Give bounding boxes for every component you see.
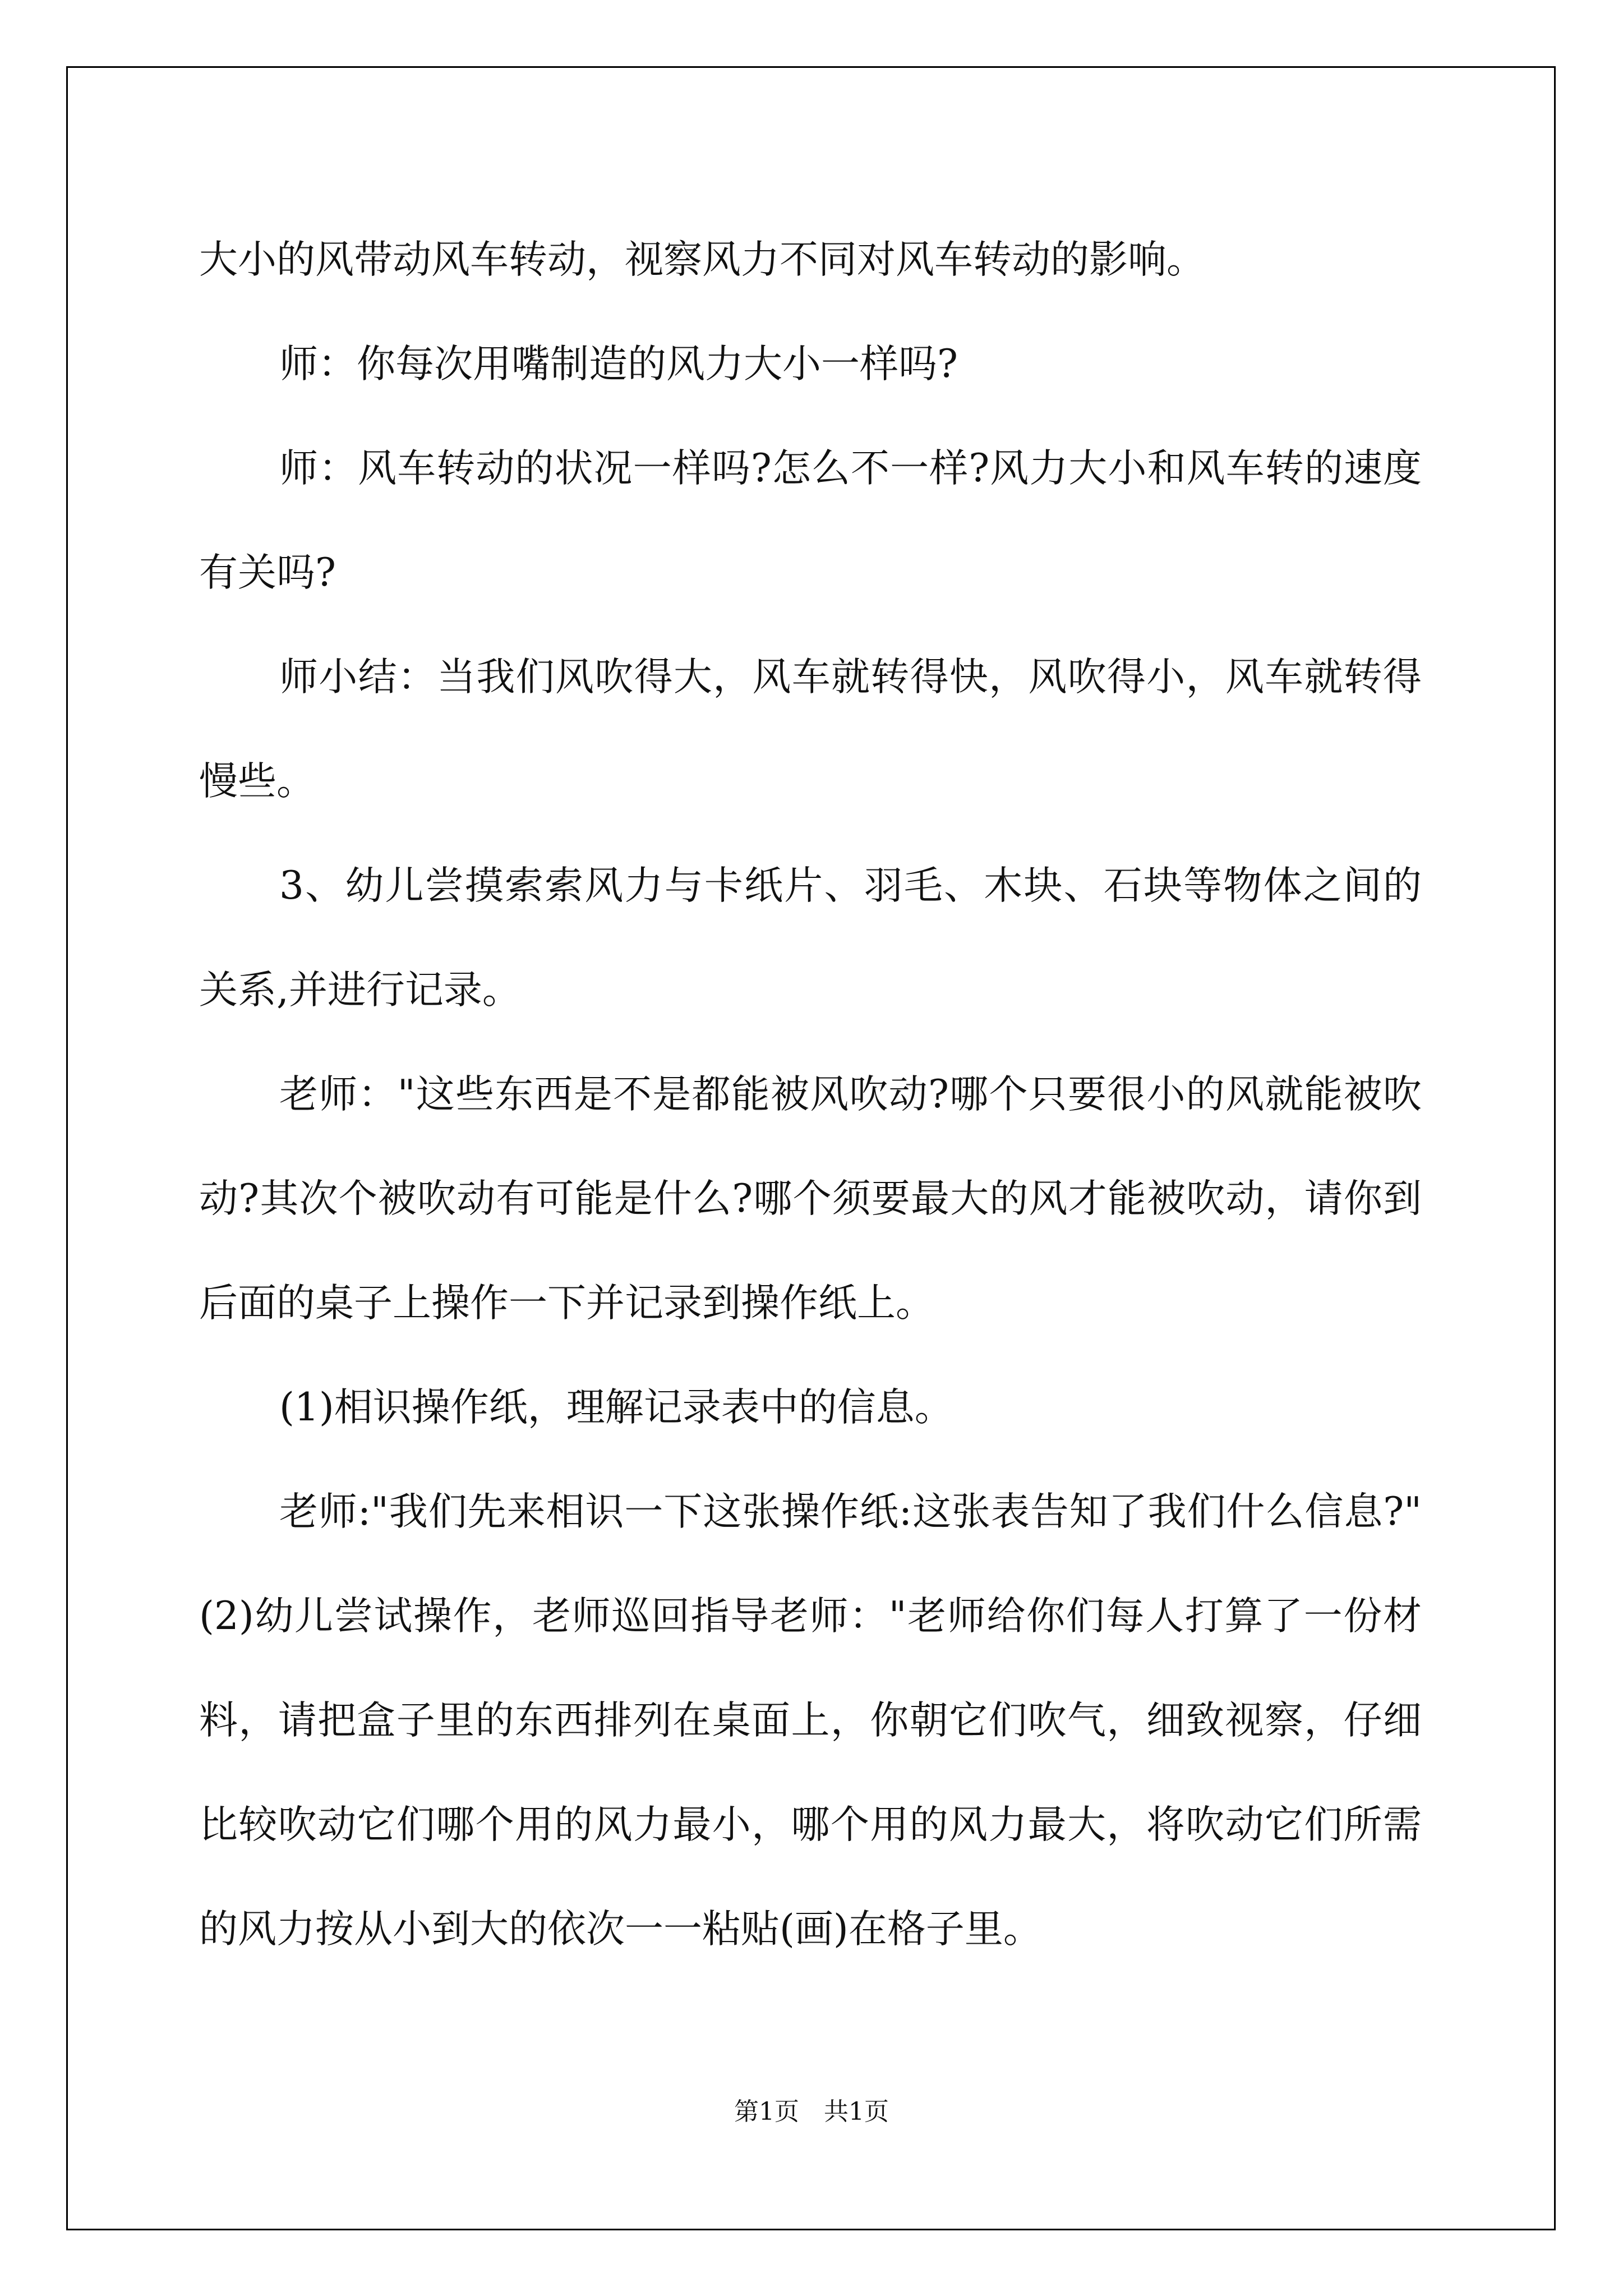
paragraph: 老师:"我们先来相识一下这张操作纸:这张表告知了我们什么信息?"(2)幼儿尝试操作，老师巡回指导老师："老师给你们每人打算了一份材料，请把盒子里的东西排列在桌面上，你朝它们吹气，细致视察，仔细比较吹动它们哪个用的风力最小，哪个用的风力最大，将吹动它们所需的风力按从小到大的依次一一粘贴(画)在格子里。 [199,1489,1422,1952]
paragraph: 师：你每次用嘴制造的风力大小一样吗? [279,342,958,386]
paragraph: (1)相识操作纸，理解记录表中的信息。 [279,1385,953,1430]
paragraph: 3、幼儿尝摸索索风力与卡纸片、羽毛、木块、石块等物体之间的关系,并进行记录。 [199,863,1422,1013]
paragraph: 大小的风带动风车转动，视察风力不同对风车转动的影响。 [199,237,1205,282]
document-body [199,208,1422,1981]
paragraph: 师：风车转动的状况一样吗?怎么不一样?风力大小和风车转的速度有关吗? [199,446,1422,595]
page-number-footer: 第1页 共1页 [734,2097,889,2126]
paragraph: 师小结：当我们风吹得大，风车就转得快，风吹得小，风车就转得慢些。 [199,655,1422,804]
paragraph: 老师："这些东西是不是都能被风吹动?哪个只要很小的风就能被吹动?其次个被吹动有可能是什么?哪个须要最大的风才能被吹动，请你到后面的桌子上操作一下并记录到操作纸上。 [199,1072,1422,1326]
